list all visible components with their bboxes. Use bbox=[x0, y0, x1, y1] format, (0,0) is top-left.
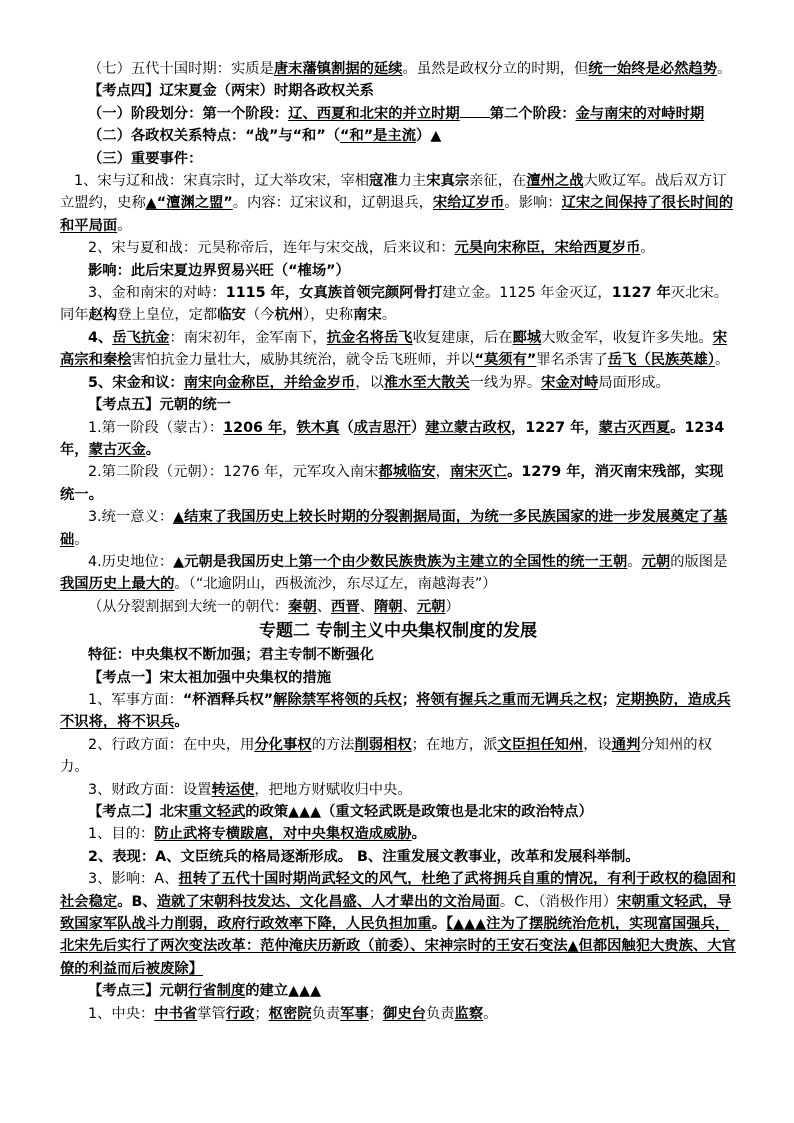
key-point: 隋朝 bbox=[373, 598, 403, 615]
key-point: 岳飞抗金 bbox=[112, 329, 170, 346]
paragraph-administration bbox=[60, 734, 736, 779]
text: 大败辽军。战后双方订立盟约，史称 bbox=[60, 173, 727, 212]
text: 、 bbox=[359, 598, 374, 615]
text: （ bbox=[339, 419, 354, 436]
text: ） bbox=[410, 419, 426, 436]
key-point: 抗金名将岳飞 bbox=[326, 329, 413, 346]
key-point: 南宋灭亡 bbox=[449, 464, 508, 481]
text: 。内容：辽宋议和，辽朝退兵， bbox=[232, 195, 433, 212]
key-point: 辽、西夏和北宋的并立时期 bbox=[288, 105, 460, 122]
key-point: 都城临安 bbox=[378, 464, 436, 481]
key-point: 扭转了五代十国时期尚武轻文的风气，杜绝了武将拥兵自重的情况，有利于政权的稳固和社会稳定 bbox=[60, 871, 736, 910]
key-point: “莫须有” bbox=[474, 352, 537, 369]
paragraph-purpose bbox=[60, 823, 736, 845]
text: 、 bbox=[316, 598, 332, 615]
text: ， bbox=[435, 464, 450, 481]
text: 亲征，在 bbox=[469, 173, 527, 190]
text: 。（“北逾阴山，西极流沙，东尽辽左，南越海表”） bbox=[174, 576, 497, 593]
paragraph-central bbox=[60, 1003, 736, 1025]
text: 第二个阶段： bbox=[489, 105, 576, 122]
text: 。1234 年， bbox=[60, 419, 725, 458]
key-point: 将领有握兵之重而无调兵之权 bbox=[416, 691, 602, 708]
text: 大败金军，收复许多失地。 bbox=[541, 329, 713, 346]
paragraph-unified-dynasties bbox=[60, 596, 736, 618]
key-point: 文臣担任知州 bbox=[497, 736, 584, 753]
key-point: 1115 年 bbox=[225, 285, 285, 302]
topic-title: 专题二 专制主义中央集权制度的发展 bbox=[259, 621, 537, 642]
text: ， bbox=[282, 419, 297, 436]
key-point: 重文轻武 bbox=[188, 804, 246, 820]
key-point: 削弱相权 bbox=[354, 736, 412, 753]
key-point: 南宋向金称臣，并给金岁币 bbox=[183, 374, 356, 391]
text: 。影响： bbox=[504, 195, 562, 212]
blank-line bbox=[460, 105, 490, 118]
text: ，女真族首领 bbox=[284, 285, 371, 302]
key-point: 御史台 bbox=[383, 1005, 426, 1022]
text: 。虽然是政权分立的时期，但 bbox=[402, 61, 589, 77]
key-point: 完颜阿骨打 bbox=[370, 285, 443, 302]
text: 。 bbox=[145, 441, 161, 458]
key-point: 杭州 bbox=[274, 307, 304, 324]
text: ； bbox=[254, 1005, 269, 1022]
text: 。1279 年，消灭南宋残部，实现统一。 bbox=[60, 464, 724, 503]
text: 收复建康，后在 bbox=[412, 329, 513, 346]
text: 的版图是 bbox=[670, 553, 728, 570]
paragraph-yuan-status bbox=[60, 551, 736, 596]
text: ； bbox=[401, 691, 417, 708]
key-point: 解除禁军将领的兵权 bbox=[273, 691, 402, 708]
text: 3、金和南宋的对峙： bbox=[88, 285, 226, 302]
key-point: 元昊向宋称臣，宋给西夏岁币 bbox=[454, 240, 641, 257]
text: 2.第二阶段（元朝）：1276 年，元军攻入南宋 bbox=[88, 464, 379, 481]
text: 罪名杀害了 bbox=[536, 352, 608, 369]
key-point: 1206 年 bbox=[223, 419, 283, 436]
key-point: 澶州之战 bbox=[526, 173, 584, 190]
paragraph-five-dynasties bbox=[60, 58, 736, 80]
text: 。 bbox=[174, 714, 189, 731]
text: 1、中央： bbox=[88, 1005, 155, 1022]
text: 害怕抗金力量壮大，威胁其统治，就令岳飞班师，并以 bbox=[131, 352, 475, 369]
key-point: ▲元朝是我国历史上 bbox=[173, 553, 299, 570]
text: ，设 bbox=[583, 736, 612, 753]
key-point: “杯酒释兵权” bbox=[182, 691, 274, 708]
key-point: 分化事权 bbox=[254, 736, 312, 753]
text: （从分裂割据到大统一的朝代： bbox=[88, 598, 289, 615]
key-point: 统一始终是必然趋势 bbox=[588, 61, 718, 77]
paragraph-stage-division bbox=[60, 103, 736, 125]
key-point: 中书省 bbox=[154, 1005, 198, 1022]
paragraph-jin-southern-song bbox=[60, 282, 736, 327]
text: ：南宋初年，金军南下， bbox=[169, 329, 327, 346]
topic-feature: 特征：中央集权不断加强；君主专制不断强化 bbox=[88, 647, 374, 664]
key-point: 第一个由少数民族贵族为主建立的全国性的统一王朝 bbox=[298, 553, 628, 570]
text: ；在地方，派 bbox=[411, 736, 498, 753]
document-page bbox=[60, 58, 736, 1025]
key-point: 淮水至大散关 bbox=[383, 374, 470, 391]
text: 。 bbox=[717, 61, 732, 77]
text: ，1227 年， bbox=[511, 419, 599, 436]
key-point: 建立蒙古政权 bbox=[425, 419, 511, 436]
key-point: 赵构 bbox=[88, 307, 118, 324]
text: 登上皇位，定都 bbox=[117, 307, 218, 324]
paragraph-yue-fei bbox=[60, 327, 736, 372]
key-point: 金与南宋的对峙时期 bbox=[575, 105, 705, 122]
text: 的建立▲▲▲ bbox=[245, 983, 322, 1000]
text: ） bbox=[445, 598, 460, 615]
key-point: 宋金对峙 bbox=[541, 374, 599, 391]
key-point: 寇准 bbox=[369, 173, 398, 190]
text: 。 bbox=[381, 307, 396, 324]
key-point: 辽宋之间保持了很长时间的和平局面 bbox=[60, 195, 734, 234]
text: ），史称 bbox=[303, 307, 354, 324]
key-point: 成吉思汗 bbox=[353, 419, 411, 436]
paragraph-finance bbox=[60, 779, 736, 801]
text: 。 bbox=[411, 826, 426, 843]
key-point: 行省制度 bbox=[188, 983, 246, 1000]
key-point: 郾城 bbox=[512, 329, 542, 346]
paragraph-song-jin-peace bbox=[60, 372, 736, 394]
text: 。 bbox=[74, 531, 89, 548]
text: 掌管 bbox=[197, 1005, 226, 1022]
text: 1、目的： bbox=[88, 826, 155, 843]
key-point: 宋高宗和秦桧 bbox=[60, 329, 728, 369]
key-point: 通判 bbox=[611, 736, 641, 753]
key-point: 蒙古灭金 bbox=[88, 441, 146, 458]
text: 建立金。1125 年金灭辽， bbox=[442, 285, 612, 302]
text: （一）阶段划分：第一个阶段： bbox=[88, 105, 289, 122]
key-point: 岳飞（民族英雄） bbox=[607, 352, 716, 369]
paragraph-influence bbox=[60, 868, 736, 980]
key-point: 蒙古灭西夏 bbox=[598, 419, 671, 436]
key-point: 临安 bbox=[217, 307, 246, 324]
key-point: 唐末藩镇割据的延续 bbox=[273, 61, 403, 77]
key-point: 宋给辽岁币 bbox=[432, 195, 505, 212]
key-point: 枢密院 bbox=[268, 1005, 312, 1022]
text: 2、行政方面：在中央，用 bbox=[88, 736, 255, 753]
key-point: 我国历史上最大的 bbox=[60, 576, 175, 593]
text: 【考点二】北宋 bbox=[88, 804, 189, 820]
text: 2、宋与夏和战：元昊称帝后，连年与宋交战，后来议和： bbox=[88, 240, 455, 257]
text: 的方法 bbox=[311, 736, 355, 753]
text: 3、财政方面：设置 bbox=[88, 781, 212, 798]
text: 1.第一阶段（蒙古）： bbox=[88, 419, 224, 436]
section-heading-k5: 【考点五】元朝的统一 bbox=[88, 397, 231, 414]
key-point: 造就了宋朝科技发达、文化昌盛、人才辈出的文治局面 bbox=[156, 893, 500, 910]
text: （二）各政权关系特点：“战”与“和”（ bbox=[88, 128, 341, 145]
text: 5、宋金和议： bbox=[88, 374, 184, 391]
key-point: 铁木真 bbox=[296, 419, 340, 436]
text: 4、 bbox=[88, 329, 113, 346]
section-heading-t2k1: 【考点一】宋太祖加强中央集权的措施 bbox=[88, 669, 332, 686]
paragraph-manifestation: 2、表现：A、文臣统兵的格局逐渐形成。 B、注重发展文教事业，改革和发展科举制。 bbox=[88, 848, 640, 865]
text: 力主 bbox=[397, 173, 427, 190]
section-heading-k4: 【考点四】辽宋夏金（两宋）时期各政权关系 bbox=[88, 83, 374, 100]
text: 。B、 bbox=[117, 893, 157, 910]
paragraph-events-heading: （三）重要事件： bbox=[88, 150, 203, 167]
key-point: ▲结束了我国历史上较长时期的分裂割据局面，为统一多民族国家的进一步发展奠定了基础 bbox=[60, 509, 728, 548]
key-point: 宋真宗 bbox=[426, 173, 470, 190]
key-point: 监察 bbox=[454, 1005, 484, 1022]
text: ； bbox=[602, 691, 617, 708]
text: 3、影响：A、 bbox=[88, 871, 179, 888]
text: 的政策▲▲▲（重文轻武既是政策也是北宋的政治特点） bbox=[245, 804, 593, 820]
paragraph-yuan-significance bbox=[60, 506, 736, 551]
paragraph-military bbox=[60, 689, 736, 734]
text: 。 bbox=[483, 1005, 498, 1022]
text: （七）五代十国时期：实质是 bbox=[88, 61, 274, 77]
key-point: 南宋 bbox=[353, 307, 382, 324]
text: ，把地方财赋收归中央。 bbox=[254, 781, 412, 798]
text: ； bbox=[368, 1005, 384, 1022]
key-point: 行政 bbox=[225, 1005, 255, 1022]
text: 4.历史地位： bbox=[88, 553, 174, 570]
text: 。C、（消极作用） bbox=[499, 893, 618, 910]
text: 3.统一意义： bbox=[88, 509, 174, 526]
text: 一线为界。 bbox=[469, 374, 542, 391]
paragraph-yuan-stage2 bbox=[60, 461, 736, 506]
text: 负责 bbox=[425, 1005, 455, 1022]
text: 、 bbox=[402, 598, 417, 615]
key-point: 宋朝重文轻武，导致国家军队战斗力削弱，政府行政效率下降，人民负担加重 bbox=[60, 893, 732, 933]
text: 。 bbox=[431, 916, 447, 933]
key-point: 元朝 bbox=[416, 598, 446, 615]
paragraph-yuan-stage1 bbox=[60, 417, 736, 462]
key-point: ▲“澶渊之盟” bbox=[145, 195, 233, 212]
section-heading-t2k2 bbox=[60, 801, 736, 823]
key-point: “和”是主流 bbox=[340, 128, 417, 145]
text: 【考点三】元朝 bbox=[88, 983, 189, 1000]
key-point: 转运使 bbox=[211, 781, 255, 798]
paragraph-song-liao bbox=[60, 170, 736, 237]
text: （今 bbox=[245, 307, 275, 324]
text: 。 bbox=[627, 553, 642, 570]
section-heading-t2k3 bbox=[60, 980, 736, 1002]
key-point: 防止武将专横跋扈，对中央集权造成威胁 bbox=[154, 826, 412, 843]
key-point: 1127 年 bbox=[611, 285, 671, 302]
text: 分知州的权力。 bbox=[60, 736, 712, 776]
text: 1、宋与辽和战：宋真宗时，辽大举攻宋，宰相 bbox=[74, 173, 370, 190]
text: 局面形成。 bbox=[598, 374, 670, 391]
paragraph-song-xia-effect: 影响：此后宋夏边界贸易兴旺（“榷场”） bbox=[88, 262, 350, 279]
text: ，以 bbox=[355, 374, 384, 391]
paragraph-song-xia bbox=[60, 237, 736, 259]
key-point: 定期换防，造成兵不识将，将不识兵 bbox=[60, 691, 731, 731]
text: 。 bbox=[117, 217, 132, 234]
paragraph-relation-feature bbox=[60, 125, 736, 147]
text: 。 bbox=[715, 352, 730, 369]
text: 1、军事方面： bbox=[88, 691, 183, 708]
text: 灭北宋。同年 bbox=[60, 285, 728, 324]
key-point: 西晋 bbox=[331, 598, 360, 615]
text: 。 bbox=[640, 240, 655, 257]
key-point: 军事 bbox=[340, 1005, 369, 1022]
text: ）▲ bbox=[416, 128, 442, 145]
text: 负责 bbox=[311, 1005, 341, 1022]
key-point: 元朝 bbox=[641, 553, 671, 570]
key-point: 【▲▲▲注为了摆脱统治危机，实现富国强兵，北宋先后实行了两次变法改革：范仲淹庆历新政（前委）、宋神宗时的王安石变法▲但都因触犯大贵族、大官僚的利益而后被废除】 bbox=[60, 916, 736, 977]
key-point: 秦朝 bbox=[288, 598, 317, 615]
